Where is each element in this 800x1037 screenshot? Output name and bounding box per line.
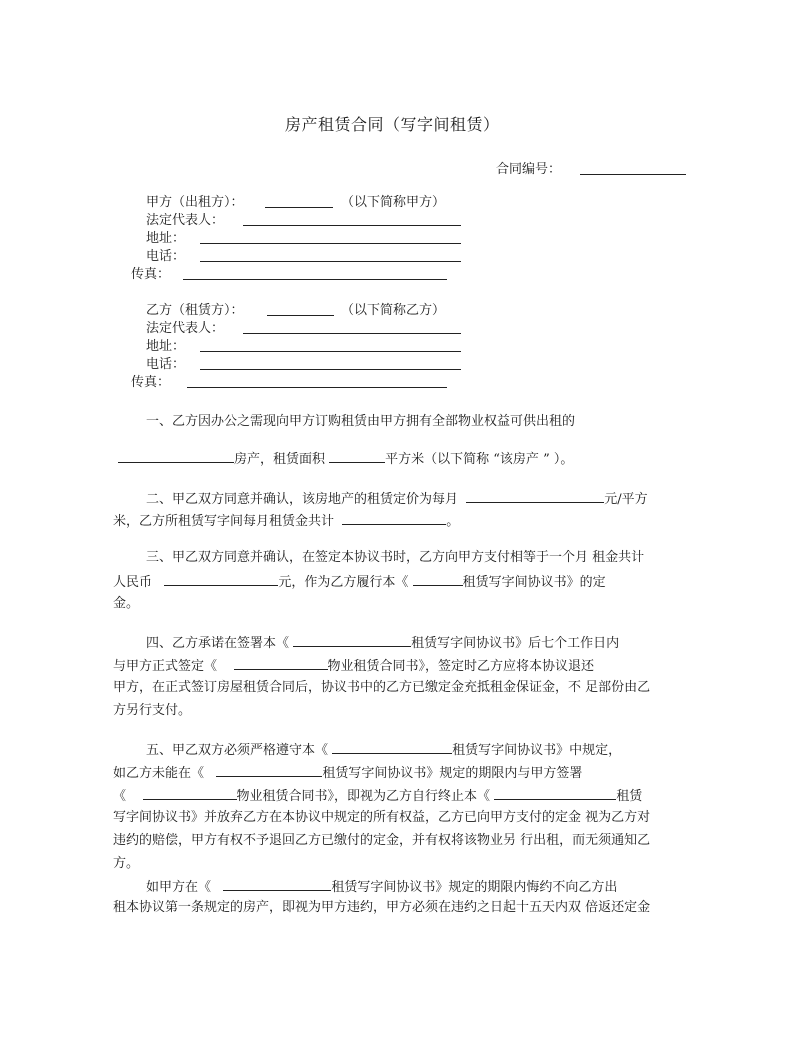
party-b-heading: 乙方（租赁方）： <box>146 303 244 318</box>
party-b-fax-label: 传真： <box>131 375 171 390</box>
clause-2-text-b: 元/平方 <box>604 492 648 507</box>
party-a-heading: 甲方（出租方）： <box>146 195 244 210</box>
document-title: 房产租赁合同（写字间租赁） <box>285 115 500 134</box>
clause-2-text-c: 米，乙方所租赁写字间每月租赁金共计 <box>113 514 335 529</box>
clause-1-text-a: 房产，租赁面积 <box>234 452 326 467</box>
clause-4-text-a: 四、乙方承诺在签署本《 <box>146 636 290 651</box>
clause-4-line-1 <box>146 634 619 652</box>
clause-5-line-4: 写字间协议书》并放弃乙方在本协议中规定的所有权益，乙方已向甲方支付的定金 视为乙方对 <box>113 810 651 825</box>
party-a-phone-label: 电话： <box>146 249 186 264</box>
clause-3-line-1: 三、甲乙双方同意并确认，在签定本协议书时，乙方向甲方支付相等于一个月 租金共计 <box>146 550 645 565</box>
clause-3-line-3: 金。 <box>113 596 140 611</box>
party-a-fax-label: 传真： <box>131 267 171 282</box>
clause-5-line-3 <box>113 787 642 805</box>
party-b-address-label: 地址： <box>146 339 186 354</box>
clause-5-text-b: 租赁写字间协议书》中规定， <box>452 743 622 758</box>
clause-5-line-1 <box>146 741 621 759</box>
clause-5-text-c: 如乙方未能在《 <box>113 766 205 781</box>
clause-6-line-2: 租本协议第一条规定的房产，即视为甲方违约，甲方必须在违约之日起十五天内双 倍返还定金 <box>113 900 651 915</box>
clause-3-line-2 <box>113 573 606 591</box>
clause-5-text-g: 租赁 <box>616 789 643 804</box>
party-a-phone-field[interactable] <box>200 249 461 267</box>
clause-3-text-a: 人民币 <box>113 575 153 590</box>
party-b-name-field[interactable] <box>267 303 334 321</box>
party-a-alias: （以下简称甲方） <box>341 195 446 210</box>
party-b-address-field[interactable] <box>200 339 461 357</box>
clause-1-line-2 <box>118 450 573 468</box>
party-b-alias: （以下简称乙方） <box>341 303 446 318</box>
clause-1-line-1: 一、乙方因办公之需现向甲方订购租赁由甲方拥有全部物业权益可供出租的 <box>146 414 576 429</box>
agreement-name-field-4[interactable] <box>216 764 322 777</box>
lease-contract-name-field-1[interactable] <box>234 657 328 670</box>
clause-6-line-1 <box>146 878 617 896</box>
party-b-rep-label: 法定代表人： <box>146 321 225 336</box>
party-a-address-label: 地址： <box>146 231 186 246</box>
party-b-phone-field[interactable] <box>200 357 461 375</box>
party-a-rep-label: 法定代表人： <box>146 213 225 228</box>
clause-5-text-e: 《 <box>113 789 127 804</box>
clause-5-line-2 <box>113 764 582 782</box>
clause-5-text-f: 物业租赁合同书》，即视为乙方自行终止本《 <box>236 789 491 804</box>
clause-3-text-b: 元，作为乙方履行本《 <box>278 575 409 590</box>
party-b-rep-field[interactable] <box>243 321 461 339</box>
clause-6-text-b: 租赁写字间协议书》规定的期限内悔约不向乙方出 <box>331 880 618 895</box>
clause-4-text-b: 租赁写字间协议书》后七个工作日内 <box>411 636 620 651</box>
clause-2-text-a: 二、甲乙双方同意并确认，该房地产的租赁定价为每月 <box>146 492 459 507</box>
clause-5-text-a: 五、甲乙双方必须严格遵守本《 <box>146 743 329 758</box>
lease-contract-name-field-2[interactable] <box>143 787 237 800</box>
rental-area-field[interactable] <box>329 450 385 463</box>
agreement-name-field-2[interactable] <box>293 634 411 647</box>
clause-4-text-d: 物业租赁合同书》，签定时乙方应将本协议退还 <box>327 659 595 674</box>
clause-4-line-3: 甲方，在正式签订房屋租赁合同后，协议书中的乙方已缴定金充抵租金保证金，不 足部份由乙 <box>113 680 651 695</box>
clause-2-text-d: 。 <box>446 514 460 529</box>
clause-1-text-b: 平方米（以下简称 “该房产 ” ）。 <box>385 452 574 467</box>
clause-5-line-6: 方。 <box>113 856 140 871</box>
agreement-name-field-5[interactable] <box>494 787 616 800</box>
deposit-amount-field[interactable] <box>164 573 278 586</box>
clause-4-text-c: 与甲方正式签定《 <box>113 659 218 674</box>
contract-number-field[interactable] <box>580 162 686 180</box>
party-b-fax-field[interactable] <box>187 375 447 393</box>
unit-price-field[interactable] <box>466 490 604 503</box>
agreement-name-field-3[interactable] <box>332 741 452 754</box>
clause-5-text-d: 租赁写字间协议书》规定的期限内与甲方签署 <box>322 766 583 781</box>
clause-2-line-1 <box>146 490 648 508</box>
clause-3-text-c: 租赁写字间协议书》的定 <box>462 575 606 590</box>
agreement-name-field-1[interactable] <box>413 573 463 586</box>
contract-number-label: 合同编号： <box>496 162 562 177</box>
clause-2-line-2 <box>113 512 459 530</box>
agreement-name-field-6[interactable] <box>223 878 331 891</box>
party-a-address-field[interactable] <box>200 231 461 249</box>
party-a-fax-field[interactable] <box>183 267 447 285</box>
monthly-rent-field[interactable] <box>342 512 446 525</box>
party-a-name-field[interactable] <box>265 195 333 213</box>
clause-6-text-a: 如甲方在《 <box>146 880 212 895</box>
clause-4-line-2 <box>113 657 594 675</box>
party-a-rep-field[interactable] <box>243 213 461 231</box>
clause-4-line-4: 方另行支付。 <box>113 703 192 718</box>
clause-5-line-5: 违约的赔偿，甲方有权不予退回乙方已缴付的定金，并有权将该物业另 行出租，而无须通知乙 <box>113 833 651 848</box>
property-location-field[interactable] <box>118 450 234 463</box>
party-b-phone-label: 电话： <box>146 357 186 372</box>
